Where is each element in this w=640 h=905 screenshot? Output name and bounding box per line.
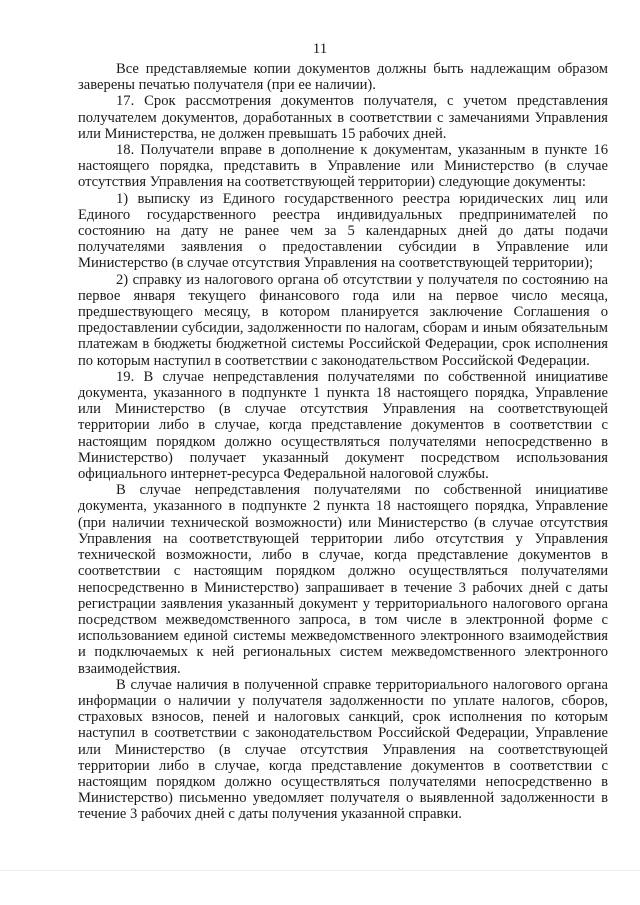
paragraph-19-debt-notification: В случае наличия в полученной справке территориального налогового органа информации о наличии у получателя задолженности по уплате налогов, сборов, страховых взносов, пеней и налоговых санкций, срок исполнения по которым наступил в соответствии с законодательством Российской Федерации, Управление или Министерство (в случае отсутствия Управления на соответствующей территории либо в случае, когда представление документов в соответствии с настоящим порядком должно осуществляться получателями непосредственно в Министерство) письменно уведомляет получателя о выявленной задолженности в течение 3 рабочих дней с даты получения указанной справки.	[78, 676, 608, 823]
scan-edge-line	[0, 870, 640, 871]
paragraph-19-tax-request: В случае непредставления получателями по собственной инициативе документа, указанного в подпункте 2 пункта 18 настоящего порядка, Управление (при наличии технической возможности) или Министерство (в случае отсутствия Управления на соответствующей территории либо отсутствия у Управления технической возможности, либо в случае, когда представление документов в соответствии с настоящим порядком должно осуществляться получателями непосредственно в Министерство) запрашивает в течение 3 рабочих дней с даты регистрации заявления указанный документ у территориального налогового органа посредством межведомственного запроса, в том числе в электронной форме с использованием единой системы межведомственного электронного взаимодействия и подключаемых к ней региональных систем межведомственного электронного взаимодействия.	[78, 482, 608, 677]
page-number: 11	[312, 41, 328, 57]
paragraph-19-registry-request: 19. В случае непредставления получателями по собственной инициативе документа, указанного в подпункте 1 пункта 18 настоящего порядка, Управление или Министерство (в случае отсутствия Управления на соответствующей территории либо в случае, когда представление документов в соответствии с настоящим порядком должно осуществляться получателями непосредственно в Министерство) получает указанный документ посредством использования официального интернет-ресурса Федеральной налоговой службы.	[78, 368, 608, 483]
paragraph-18-additional-documents: 18. Получатели вправе в дополнение к документам, указанным в пункте 16 настоящего порядка, представить в Управление или Министерство (в случае отсутствия Управления на соответствующей территории) следующие документы:	[78, 142, 608, 191]
paragraph-copies-certification: Все представляемые копии документов должны быть надлежащим образом заверены печатью получателя (при ее наличии).	[78, 61, 608, 94]
paragraph-18-item-2-tax-certificate: 2) справку из налогового органа об отсутствии у получателя по состоянию на первое января текущего финансового года или на первое число месяца, предшествующего месяцу, в котором планируется заключение Соглашения о предоставлении субсидии, задолженности по налогам, сборам и иным обязательным платежам в бюджеты бюджетной системы Российской Федерации, срок исполнения по которым наступил в соответствии с законодательством Российской Федерации.	[78, 271, 608, 369]
document-body	[78, 61, 608, 823]
paragraph-17-review-term: 17. Срок рассмотрения документов получателя, с учетом представления получателем документов, доработанных в соответствии с замечаниями Управления или Министерства, не должен превышать 15 рабочих дней.	[78, 93, 608, 142]
paragraph-18-item-1-registry-extract: 1) выписку из Единого государственного реестра юридических лиц или Единого государственного реестра индивидуальных предпринимателей по состоянию на дату не ранее чем за 5 календарных дней до даты подачи получателями заявления о предоставлении субсидии в Управление или Министерство (в случае отсутствия Управления на соответствующей территории);	[78, 190, 608, 272]
